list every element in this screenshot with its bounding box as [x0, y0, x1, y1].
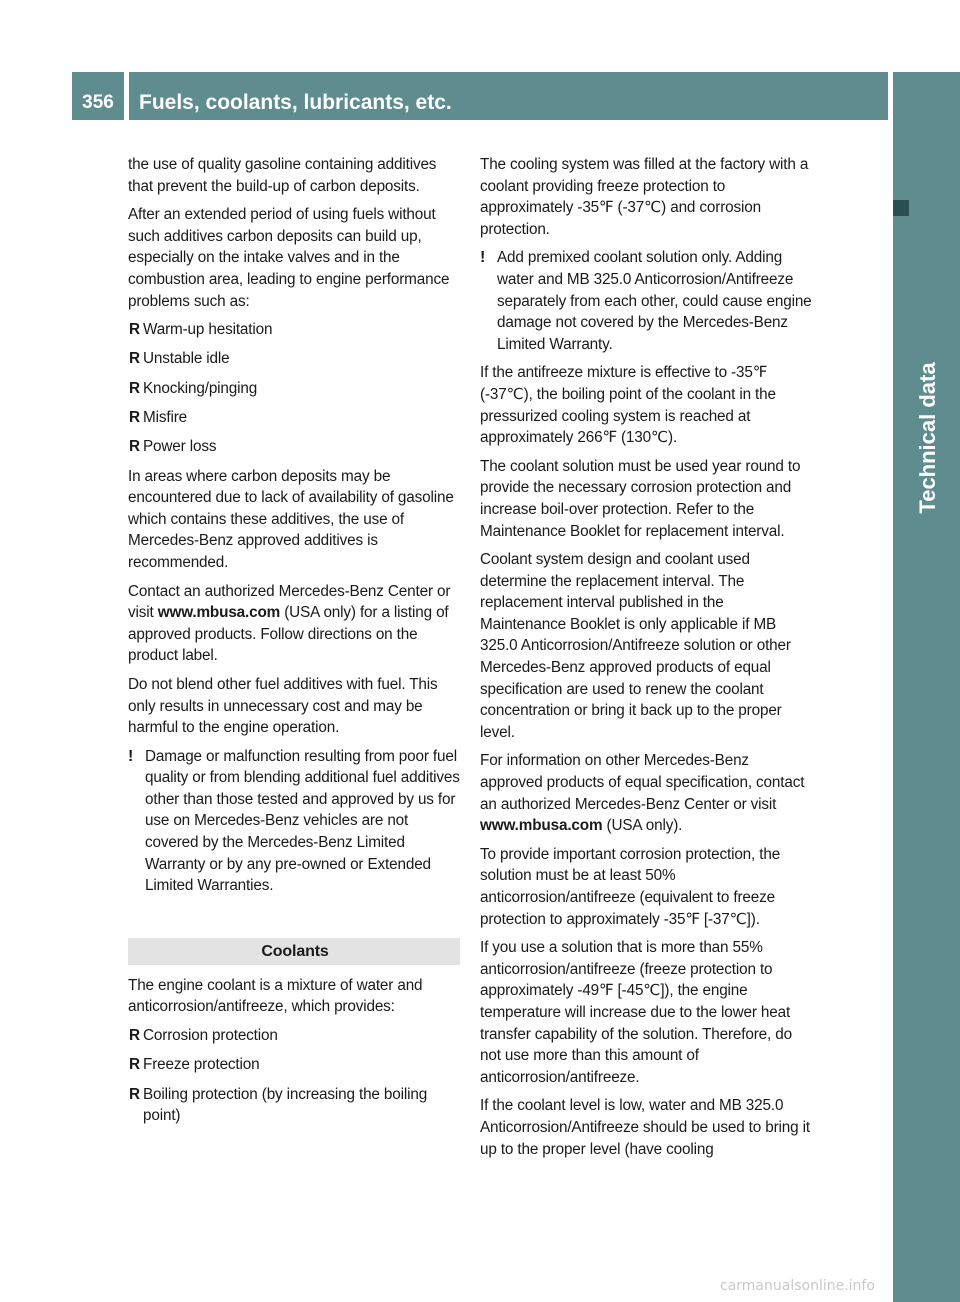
problems-list: [128, 319, 460, 458]
bullet-icon: R: [129, 1056, 140, 1074]
paragraph: If the antifreeze mixture is effective to -35℉ (-37℃), the boiling point of the coolant in the pressurized cooling system is reached at approximately 266℉ (130℃).: [480, 364, 776, 447]
paragraph: the use of quality gasoline containing additives that prevent the build-up of carbon deposits.: [128, 156, 437, 195]
paragraph: The cooling system was filled at the factory with a coolant providing freeze protection to approximately -35℉ (-37℃) and corrosion protection.: [480, 156, 809, 238]
list-item: R Boiling protection (by increasing the boiling point): [129, 1085, 428, 1125]
warning-icon: !: [128, 747, 134, 765]
list-item: R Power loss: [128, 436, 460, 458]
list-item: R Warm-up hesitation: [128, 319, 460, 341]
page-header: [72, 72, 888, 120]
section-heading-coolants: Coolants: [128, 938, 460, 965]
list-item: R Unstable idle: [128, 348, 460, 370]
bullet-icon: R: [129, 438, 140, 456]
website-link[interactable]: www.mbusa.com: [157, 604, 281, 622]
bullet-icon: R: [129, 409, 140, 426]
list-item: R Corrosion protection: [128, 1025, 460, 1047]
paragraph: After an extended period of using fuels without such additives carbon deposits can build up, especially on the intake valves and in the combustion area, leading to engine performance problems such as:: [128, 206, 450, 310]
bullet-icon: R: [129, 321, 140, 339]
footer-watermark: carmanualsonline.info: [720, 1278, 875, 1294]
warning-note: ! Add premixed coolant solution only. Adding water and MB 325.0 Anticorrosion/Antifreeze separately from each other, could cause engine damage not covered by the Mercedes-Benz Limited Warranty.: [480, 249, 812, 353]
list-item: R Misfire: [128, 407, 460, 429]
paragraph: If the coolant level is low, water and MB 325.0 Anticorrosion/Antifreeze should be used to bring it up to the proper level (have cooling: [480, 1097, 810, 1158]
bullet-icon: R: [129, 350, 140, 368]
paragraph: In areas where carbon deposits may be encountered due to lack of availability of gasoline which contains these additives, the use of Mercedes-Benz approved additives is recommended.: [128, 467, 454, 571]
paragraph: Contact an authorized Mercedes-Benz Center or visit www.mbusa.com (USA only) for a listing of approved products. Follow directions on the product label.: [128, 582, 451, 665]
list-item: R Knocking/pinging: [128, 378, 460, 400]
bullet-icon: R: [129, 1085, 140, 1103]
right-column: [480, 154, 812, 1167]
warning-note: ! Damage or malfunction resulting from poor fuel quality or from blending additional fuel additives other than those tested and approved by us for use on Mercedes-Benz vehicles are not covered by the Mercedes-Benz Limited Warranty or by any pre-owned or Extended Limited Warranties.: [128, 747, 460, 895]
sidebar-marker: [893, 200, 909, 216]
paragraph: For information on other Mercedes-Benz approved products of equal specification, contact an authorized Mercedes-Benz Center or visit www.mbusa.com (USA only).: [480, 752, 805, 835]
sidebar-label: Technical data: [915, 362, 940, 514]
list-item: R Freeze protection: [128, 1054, 460, 1076]
provides-list: [128, 1025, 460, 1127]
bullet-icon: R: [129, 379, 140, 397]
bullet-icon: R: [129, 1027, 140, 1045]
chapter-title: Fuels, coolants, lubricants, etc.: [129, 72, 888, 120]
paragraph: The engine coolant is a mixture of water and anticorrosion/antifreeze, which provides:: [128, 976, 423, 1016]
paragraph: The coolant solution must be used year round to provide the necessary corrosion protection and increase boil-over protection. Refer to the Maintenance Booklet for replacement interval.: [480, 457, 801, 540]
sidebar-tab: [893, 72, 960, 1302]
paragraph: If you use a solution that is more than 55% anticorrosion/antifreeze (freeze protection to approximately -49℉ [-45℃]), the engine temperature will increase due to the lower heat transfer capability of the solution. Therefore, do not use more than this amount of anticorrosion/antifreeze.: [480, 939, 792, 1086]
paragraph: Do not blend other fuel additives with fuel. This only results in unnecessary cost and may be harmful to the engine operation.: [128, 675, 438, 737]
left-column: [128, 154, 460, 1134]
paragraph: To provide important corrosion protection, the solution must be at least 50% anticorrosion/antifreeze (equivalent to freeze protection to approximately -35℉ [-37℃]).: [480, 845, 781, 928]
warning-icon: !: [480, 249, 486, 267]
paragraph: Coolant system design and coolant used determine the replacement interval. The replacement interval published in the Maintenance Booklet is only applicable if MB 325.0 Anticorrosion/Antifreeze solution or other Mercedes-Benz approved products of equal specification are used to renew the coolant concentration or bring it back up to the proper level.: [480, 551, 791, 741]
website-link[interactable]: www.mbusa.com: [480, 817, 603, 835]
page-number: 356: [72, 72, 124, 120]
